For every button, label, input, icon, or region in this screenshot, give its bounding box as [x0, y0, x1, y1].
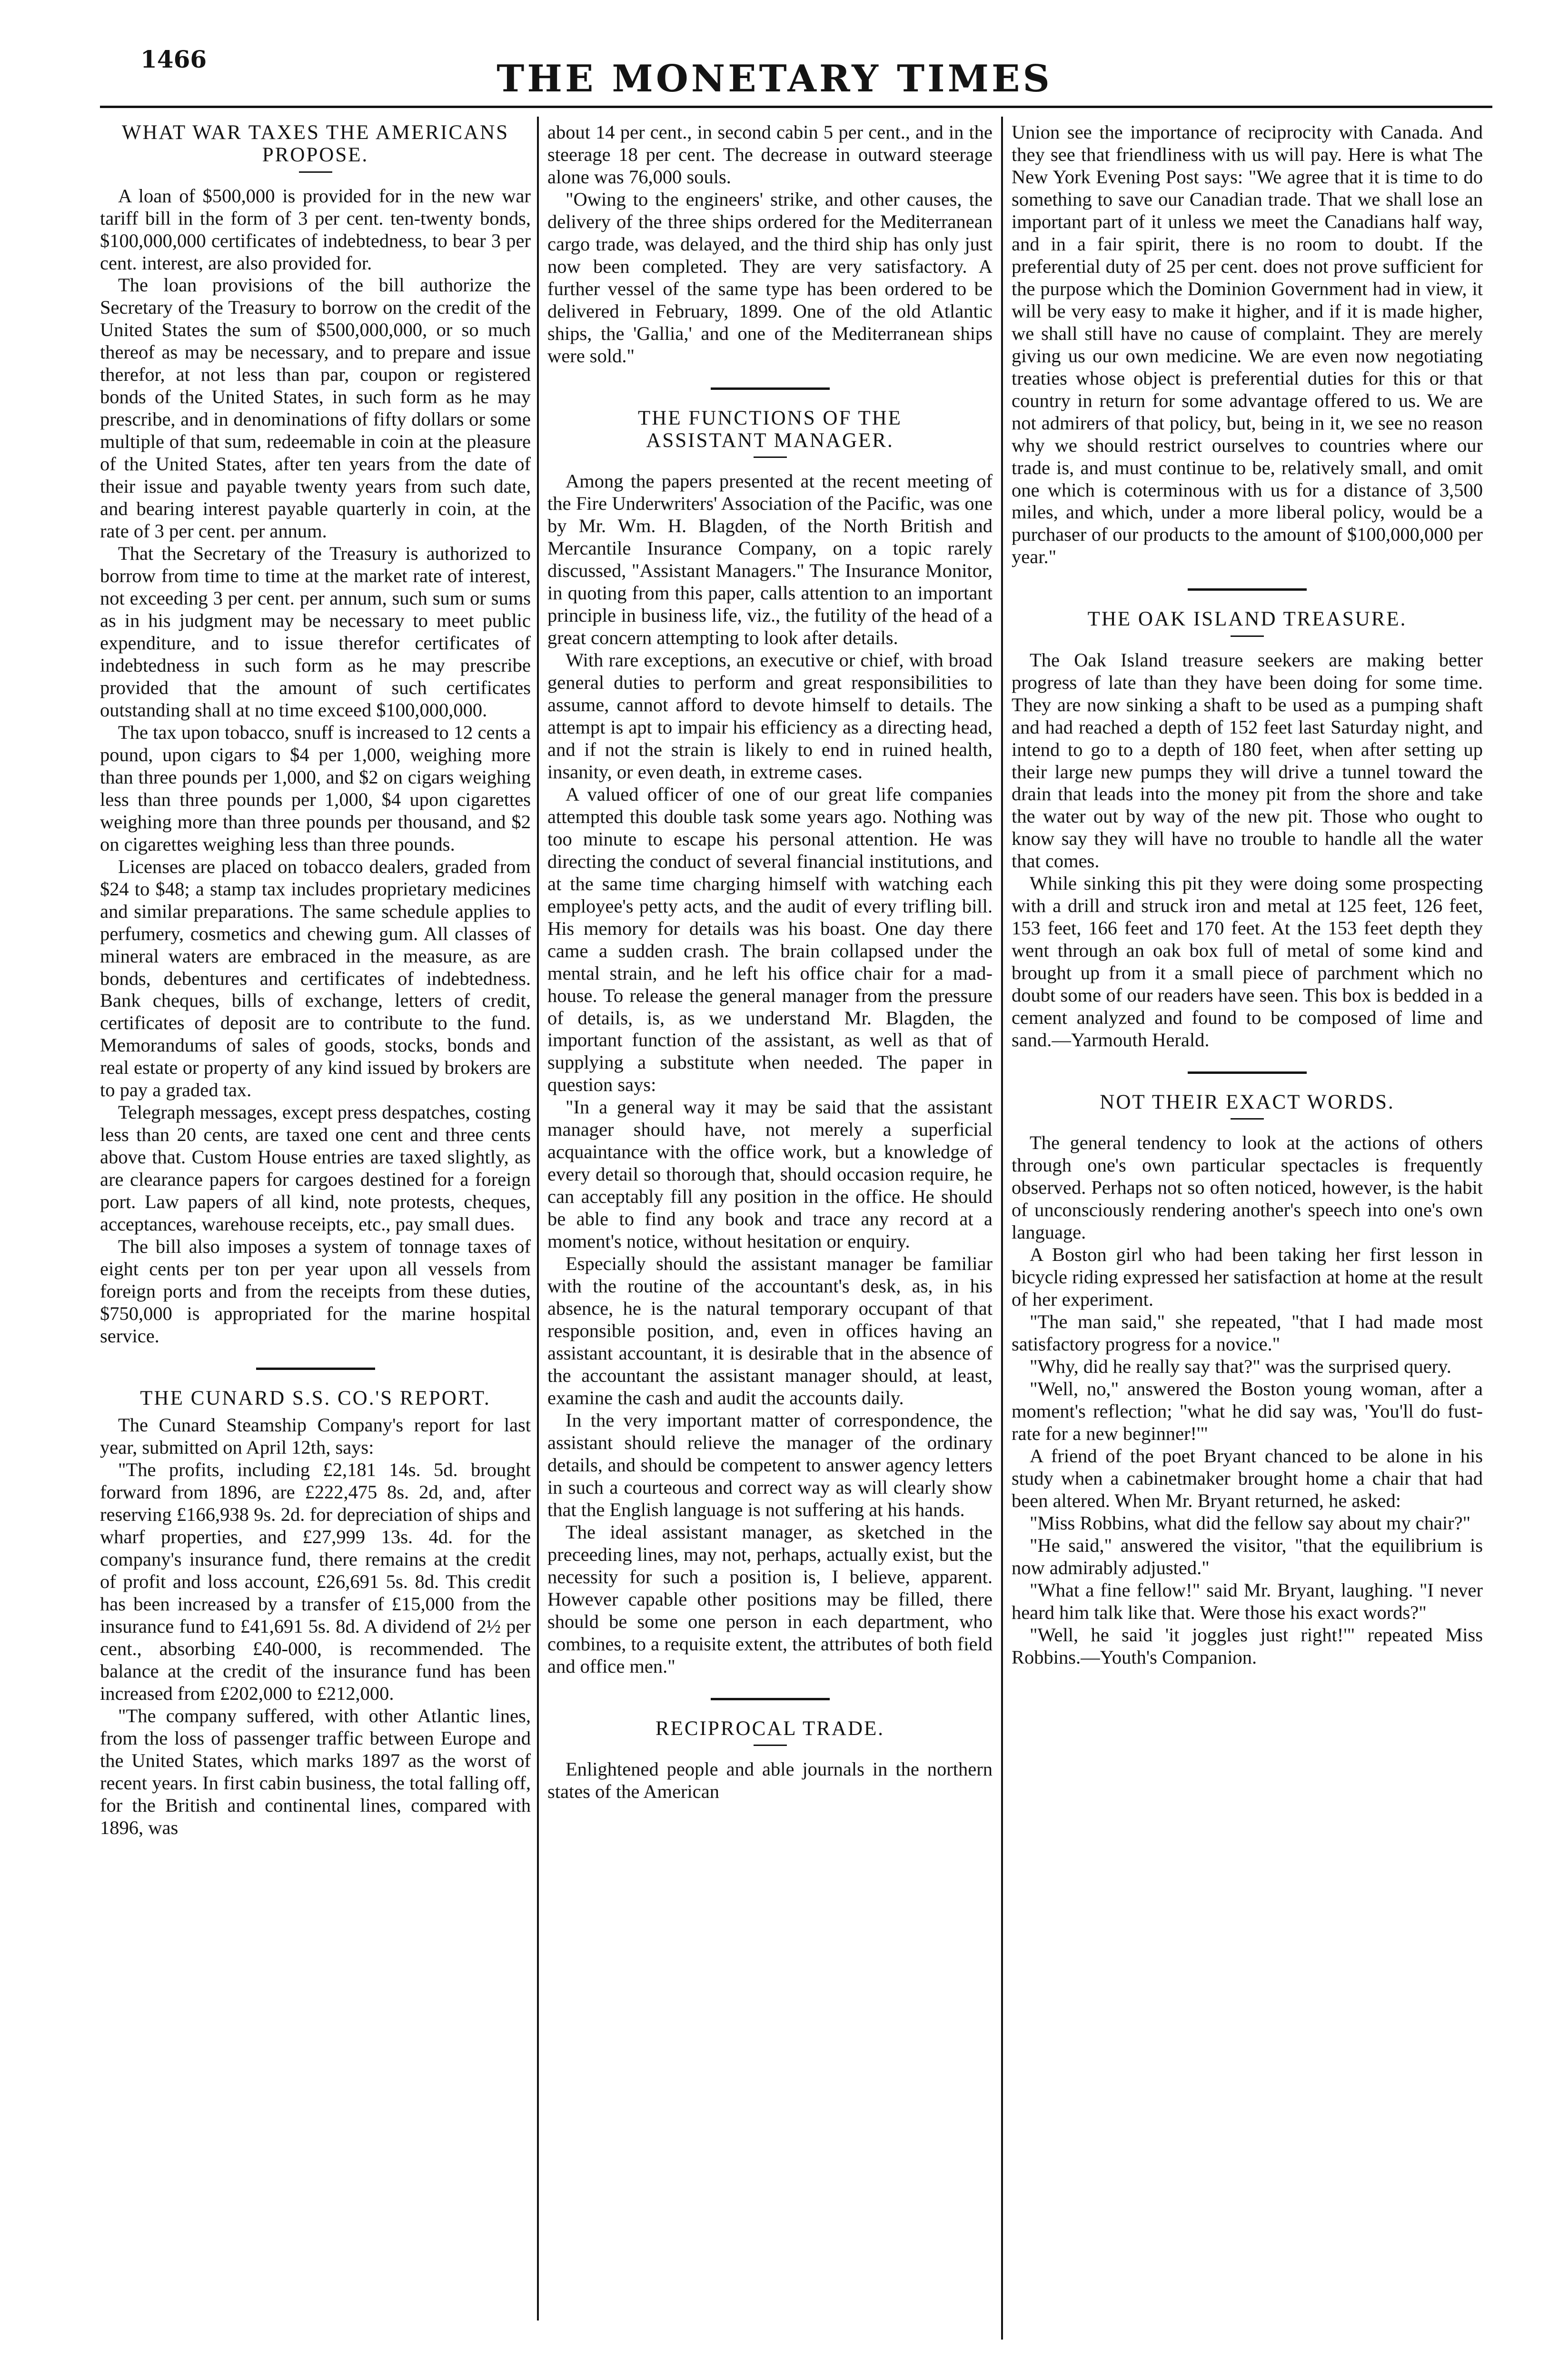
paragraph: "Well, no," answered the Boston young woman, after a moment's reflection; "what he did say was, 'You'll do fust-rate for a new beginner!'" — [1012, 1378, 1483, 1444]
paragraph: The tax upon tobacco, snuff is increased to 12 cents a pound, upon cigars to $4 per 1,000, weighing more than three pounds per 1,000, and $2 on cigars weighing less than three pounds per 1,000, $4 upon cigarettes weighing more than three pounds per thousand, and $2 on cigarettes weighing less than three pounds. — [100, 721, 531, 855]
article-title: NOT THEIR EXACT WORDS. — [1100, 1091, 1395, 1114]
paragraph: Enlightened people and able journals in the northern states of the American — [547, 1758, 993, 1802]
paragraph: A valued officer of one of our great life companies attempted this double task some years ago. Nothing was too minute to escape his personal attention. He was directing the conduct of several financial institutions, and at the same time charging himself with watching each employee's petty acts, and the audit of every trifling bill. His memory for details was his boast. One day there came a sudden crash. The brain collapsed under the mental strain, and he left his office chair for a mad-house. To release the general manager from the pressure of details, is, as we understand Mr. Blagden, the important function of the assistant, as well as that of supplying a substitute when needed. The paper in question says: — [547, 783, 993, 1096]
paragraph: The loan provisions of the bill authorize the Secretary of the Treasury to borrow on the credit of the United States the sum of $500,000,000, or so much thereof as may be necessary, and to prepare and issue therefor, at not less than par, coupon or registered bonds of the United States, in such form as he may prescribe, and in denominations of fifty dollars or some multiple of that sum, redeemable in coin at the pleasure of the United States, after ten years from the date of their issue and payable twenty years from such date, and bearing interest payable quarterly in coin, at the rate of 3 per cent. per annum. — [100, 274, 531, 542]
article-title: THE OAK ISLAND TREASURE. — [1087, 608, 1407, 631]
paragraph: "He said," answered the visitor, "that the equilibrium is now admirably adjusted." — [1012, 1534, 1483, 1578]
paragraph: A loan of $500,000 is provided for in the new war tariff bill in the form of 3 per cent. ten-twenty bonds, $100,000,000 certificates of indebtedness, to bear 3 per cent. interest, are also provided for. — [100, 185, 531, 274]
column-1 — [100, 121, 531, 2365]
paragraph: "What a fine fellow!" said Mr. Bryant, laughing. "I never heard him talk like that. Were those his exact words?" — [1012, 1579, 1483, 1623]
paragraph: The Oak Island treasure seekers are making better progress of late than they have been doing for some time. They are now sinking a shaft to be used as a pumping shaft and had reached a depth of 152 feet last Saturday night, and intend to go to a depth of 180 feet, when after setting up their large new pumps they will drive a tunnel toward the drain that leads into the money pit from the shore and take the water out by way of the new pit. Those who ought to know say they will have no trouble to handle all the water that comes. — [1012, 649, 1483, 872]
paragraph: In the very important matter of correspondence, the assistant should relieve the manager of the ordinary details, and should be competent to answer agency letters in such a courteous and correct way as will clearly show that the English language is not suffering at his hands. — [547, 1409, 993, 1520]
paragraph: Union see the importance of reciprocity with Canada. And they see that friendliness with us will pay. Here is what The New York Evening Post says: "We agree that it is time to do something to save our Canadian trade. That we shall lose an important part of it unless we meet the Canadians half way, and in a fair spirit, there is no room to doubt. If the preferential duty of 25 per cent. does not prove sufficient for the purpose which the Dominion Government had in view, it will be very easy to make it higher, and if it is made higher, we shall still have no cause of complaint. They are merely giving us our own medicine. We are even now negotiating treaties whose object is preferential duties for this or that country in return for some advantage offered to us. We are not admirers of that policy, but, being in it, we see no reason why we should restrict ourselves to countries where our trade is, and must continue to be, relatively small, and omit one which is coterminous with us for a distance of 3,500 miles, and which, under a more liberal policy, would be a purchaser of our products to the amount of $100,000,000 per year." — [1012, 121, 1483, 568]
article-oak-island — [1012, 608, 1483, 1051]
article-separator — [711, 387, 830, 390]
paragraph: "Miss Robbins, what did the fellow say about my chair?" — [1030, 1512, 1471, 1534]
article-title: THE FUNCTIONS OF THE ASSISTANT MANAGER. — [638, 407, 902, 452]
article-separator — [711, 1698, 830, 1700]
paragraph: Licenses are placed on tobacco dealers, graded from $24 to $48; a stamp tax includes proprietary medicines and similar preparations. The same schedule applies to perfumery, cosmetics and chewing gum. All classes of mineral waters are embraced in the measure, as are bonds, debentures and certificates of indebtedness. Bank cheques, bills of exchange, letters of credit, certificates of deposit are to contribute to the fund. Memorandums of sales of goods, stocks, bonds and real estate or property of any kind issued by brokers are to pay a graded tax. — [100, 855, 531, 1101]
title-underline — [1231, 635, 1264, 637]
article-title: THE CUNARD S.S. CO.'S REPORT. — [140, 1387, 491, 1409]
article-separator — [256, 1368, 375, 1370]
article-title: WHAT WAR TAXES THE AMERICANS PROPOSE. — [121, 121, 509, 167]
article-title: RECIPROCAL TRADE. — [655, 1717, 885, 1740]
paragraph: "In a general way it may be said that the assistant manager should have, not merely a superficial acquaintance with the office work, but a knowledge of every detail so thorough that, should occasion require, he can acceptably fill any position in the office. He should be able to find any book and trace any record at a moment's notice, without hesitation or enquiry. — [547, 1096, 993, 1252]
article-reciprocal-continued — [1012, 121, 1483, 568]
paragraph: Among the papers presented at the recent meeting of the Fire Underwriters' Association of the Pacific, was one by Mr. Wm. H. Blagden, of the North British and Mercantile Insurance Company, on a topic rarely discussed, "Assistant Managers." The Insurance Monitor, in quoting from this paper, calls attention to an important principle in business life, viz., the futility of the head of a great concern attempting to look after details. — [547, 470, 993, 649]
paragraph: "Owing to the engineers' strike, and other causes, the delivery of the three ships ordered for the Mediterranean cargo trade, was delayed, and the third ship has only just now been completed. They are very satisfactory. A further vessel of the same type has been ordered to be delivered in February, 1899. One of the old Atlantic ships, the 'Gallia,' and one of the Mediterranean ships were sold." — [547, 188, 993, 367]
column-3 — [1012, 121, 1483, 2365]
paragraph: about 14 per cent., in second cabin 5 per cent., and in the steerage 18 per cent. The decrease in outward steerage alone was 76,000 souls. — [547, 121, 993, 188]
article-assistant-manager — [547, 407, 993, 1678]
article-separator — [1188, 588, 1307, 591]
paragraph: Especially should the assistant manager be familiar with the routine of the accountant's desk, as, in his absence, he is the natural temporary occupant of that responsible position, and, even in offices having an assistant accountant, it is desirable that in the absence of the accountant the assistant manager should, at least, examine the cash and audit the accounts daily. — [547, 1253, 993, 1408]
paragraph: "Well, he said 'it joggles just right!'" repeated Miss Robbins.—Youth's Companion. — [1012, 1624, 1483, 1668]
paragraph: While sinking this pit they were doing some prospecting with a drill and struck iron and metal at 125 feet, 126 feet, 153 feet, 166 feet and 170 feet. At the 153 feet depth they went through an oak box full of metal of some kind and brought up from it a small piece of parchment which no doubt some of our readers have seen. This box is bedded in a cement analyzed and found to be composed of lime and sand.—Yarmouth Herald. — [1012, 873, 1483, 1051]
masthead-rule — [100, 106, 1492, 108]
masthead: THE MONETARY TIMES — [496, 57, 1053, 100]
paragraph: A Boston girl who had been taking her first lesson in bicycle riding expressed her satisfaction at home at the result of her experiment. — [1012, 1244, 1483, 1310]
title-underline — [754, 1745, 787, 1746]
article-separator — [1188, 1071, 1307, 1074]
paragraph: A friend of the poet Bryant chanced to be alone in his study when a cabinetmaker brought home a chair that had been altered. When Mr. Bryant returned, he asked: — [1012, 1445, 1483, 1511]
article-exact-words — [1012, 1091, 1483, 1669]
article-cunard-continued — [547, 121, 993, 367]
title-underline — [299, 171, 332, 173]
title-underline — [754, 456, 787, 458]
title-underline — [1231, 1118, 1264, 1120]
paragraph: "The man said," she repeated, "that I had made most satisfactory progress for a novice." — [1012, 1311, 1483, 1355]
column-rule-2 — [1001, 117, 1003, 2340]
paragraph: The general tendency to look at the actions of others through one's own particular spectacles is frequently observed. Perhaps not so often noticed, however, is the habit of unconsciously rendering another's speech into one's own language. — [1012, 1132, 1483, 1243]
page-number: 1466 — [140, 45, 207, 73]
paragraph: The Cunard Steamship Company's report for last year, submitted on April 12th, says: — [100, 1414, 531, 1458]
article-cunard-report — [100, 1387, 531, 1839]
paragraph: The ideal assistant manager, as sketched in the preceeding lines, may not, perhaps, actually exist, but the necessity for such a position is, I believe, apparent. However capable other positions may be filled, there should be some one person in each department, who combines, to a requisite extent, the attributes of both field and office men." — [547, 1521, 993, 1677]
article-war-taxes — [100, 121, 531, 1348]
paragraph: Telegraph messages, except press despatches, costing less than 20 cents, are taxed one cent and three cents above that. Custom House entries are taxed slightly, as are clearance papers for cargoes destined for a foreign port. Law papers of all kind, note protests, cheques, acceptances, warehouse receipts, etc., pay small dues. — [100, 1101, 531, 1235]
column-rule-1 — [537, 117, 539, 2320]
paragraph: The bill also imposes a system of tonnage taxes of eight cents per ton per year upon all vessels from foreign ports and from the receipts from these duties, $750,000 is appropriated for the marine hospital service. — [100, 1236, 531, 1347]
column-2 — [547, 121, 993, 2365]
paragraph: With rare exceptions, an executive or chief, with broad general duties to perform and great responsibilities to assume, cannot afford to devote himself to details. The attempt is apt to impair his efficiency as a directing head, and if not the strain is likely to end in ruined health, insanity, or even death, in extreme cases. — [547, 649, 993, 783]
paragraph: "Why, did he really say that?" was the surprised query. — [1030, 1356, 1451, 1378]
paragraph: "The profits, including £2,181 14s. 5d. brought forward from 1896, are £222,475 8s. 2d, and, after reserving £166,938 9s. 2d. for depreciation of ships and wharf properties, and £27,999 13s. 4d. for the company's insurance fund, there remains at the credit of profit and loss account, £26,691 5s. 8d. This credit has been increased by a transfer of £15,000 from the insurance fund to £41,691 5s. 8d. A dividend of 2½ per cent., absorbing £40-000, is recommended. The balance at the credit of the insurance fund has been increased from £202,000 to £212,000. — [100, 1459, 531, 1704]
article-reciprocal-trade — [547, 1717, 993, 1803]
paragraph: That the Secretary of the Treasury is authorized to borrow from time to time at the market rate of interest, not exceeding 3 per cent. per annum, such sum or sums as in his judgment may be necessary to meet public expenditure, and to issue therefor certificates of indebtedness in such form as he may prescribe provided that the amount of such certificates outstanding shall at no time exceed $100,000,000. — [100, 543, 531, 721]
paragraph: "The company suffered, with other Atlantic lines, from the loss of passenger traffic between Europe and the United States, which marks 1897 as the worst of recent years. In first cabin business, the total falling off, for the British and continental lines, compared with 1896, was — [100, 1705, 531, 1838]
